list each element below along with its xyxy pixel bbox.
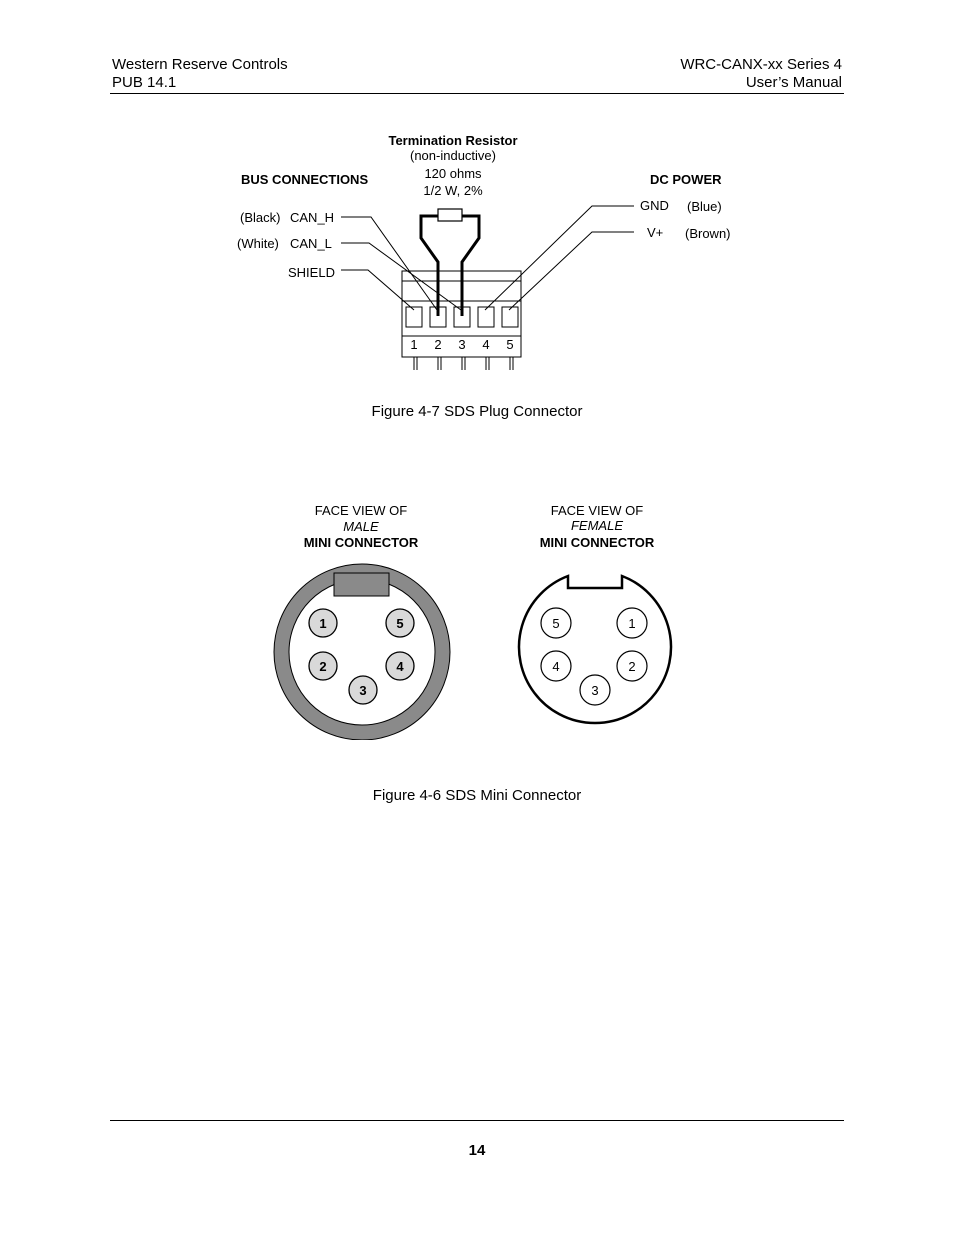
- female-pin-5-label: 5: [552, 616, 560, 631]
- shield-leader: [341, 270, 414, 310]
- header-right: [680, 56, 842, 92]
- termination-rating: 1/2 W, 2%: [423, 183, 483, 198]
- pin-number-4: 4: [482, 337, 490, 352]
- shield-label: SHIELD: [288, 265, 335, 280]
- can-l-leader: [341, 243, 461, 310]
- blue-wire-label: (Blue): [687, 199, 722, 214]
- manual-title: User’s Manual: [745, 74, 842, 91]
- product-name: WRC-CANX-xx Series 4: [680, 56, 842, 73]
- male-title-line1: FACE VIEW OF: [314, 503, 408, 518]
- sds-mini-connector-diagram: [260, 495, 680, 740]
- bus-connections-label: BUS CONNECTIONS: [241, 172, 369, 187]
- resistor-icon: [438, 209, 462, 221]
- male-title-line2: MALE: [343, 519, 379, 534]
- header-left: [112, 56, 288, 92]
- male-pin-5-label: 5: [396, 616, 404, 631]
- pin-number-3: 3: [458, 337, 466, 352]
- female-title-line1: FACE VIEW OF: [550, 503, 644, 518]
- female-pin-1-label: 1: [628, 616, 636, 631]
- female-title-line3: MINI CONNECTOR: [539, 535, 655, 550]
- vplus-leader: [509, 232, 634, 310]
- gnd-leader: [485, 206, 634, 310]
- dc-power-label: DC POWER: [650, 172, 722, 187]
- female-mini-connector: [519, 576, 671, 723]
- figure-4-7-caption: Figure 4-7 SDS Plug Connector: [371, 403, 583, 420]
- female-title-line2: FEMALE: [570, 518, 624, 533]
- male-pin-1-label: 1: [319, 616, 327, 631]
- can-l-label: CAN_L: [290, 236, 332, 251]
- sds-plug-connector-diagram: [230, 125, 740, 375]
- termination-value: 120 ohms: [424, 166, 482, 181]
- pin-number-2: 2: [434, 337, 442, 352]
- termination-type: (non-inductive): [410, 148, 496, 163]
- terminal-5: [502, 307, 518, 327]
- male-key: [334, 573, 389, 596]
- can-h-label: CAN_H: [290, 210, 335, 225]
- female-pin-3-label: 3: [591, 683, 599, 698]
- pin-number-5: 5: [506, 337, 514, 352]
- black-wire-label: (Black): [240, 210, 281, 225]
- male-pin-2-label: 2: [319, 659, 327, 674]
- female-pin-2-label: 2: [628, 659, 636, 674]
- terminal-4: [478, 307, 494, 327]
- termination-title: Termination Resistor: [388, 133, 518, 148]
- white-wire-label: (White): [237, 236, 279, 251]
- male-pin-3-label: 3: [359, 683, 367, 698]
- header-rule: [110, 93, 844, 94]
- figure-4-6-caption: Figure 4-6 SDS Mini Connector: [372, 787, 582, 804]
- vplus-label: V+: [647, 225, 664, 240]
- footer-rule: [110, 1120, 844, 1121]
- can-h-leader: [341, 217, 437, 310]
- pin-number-1: 1: [410, 337, 418, 352]
- male-mini-connector: [274, 564, 450, 740]
- company-name: Western Reserve Controls: [112, 56, 288, 73]
- publication-number: PUB 14.1: [112, 74, 177, 91]
- brown-wire-label: (Brown): [685, 226, 731, 241]
- gnd-label: GND: [640, 198, 669, 213]
- page-number: 14: [468, 1142, 486, 1159]
- male-title-line3: MINI CONNECTOR: [303, 535, 419, 550]
- female-pin-4-label: 4: [552, 659, 560, 674]
- male-pin-4-label: 4: [396, 659, 404, 674]
